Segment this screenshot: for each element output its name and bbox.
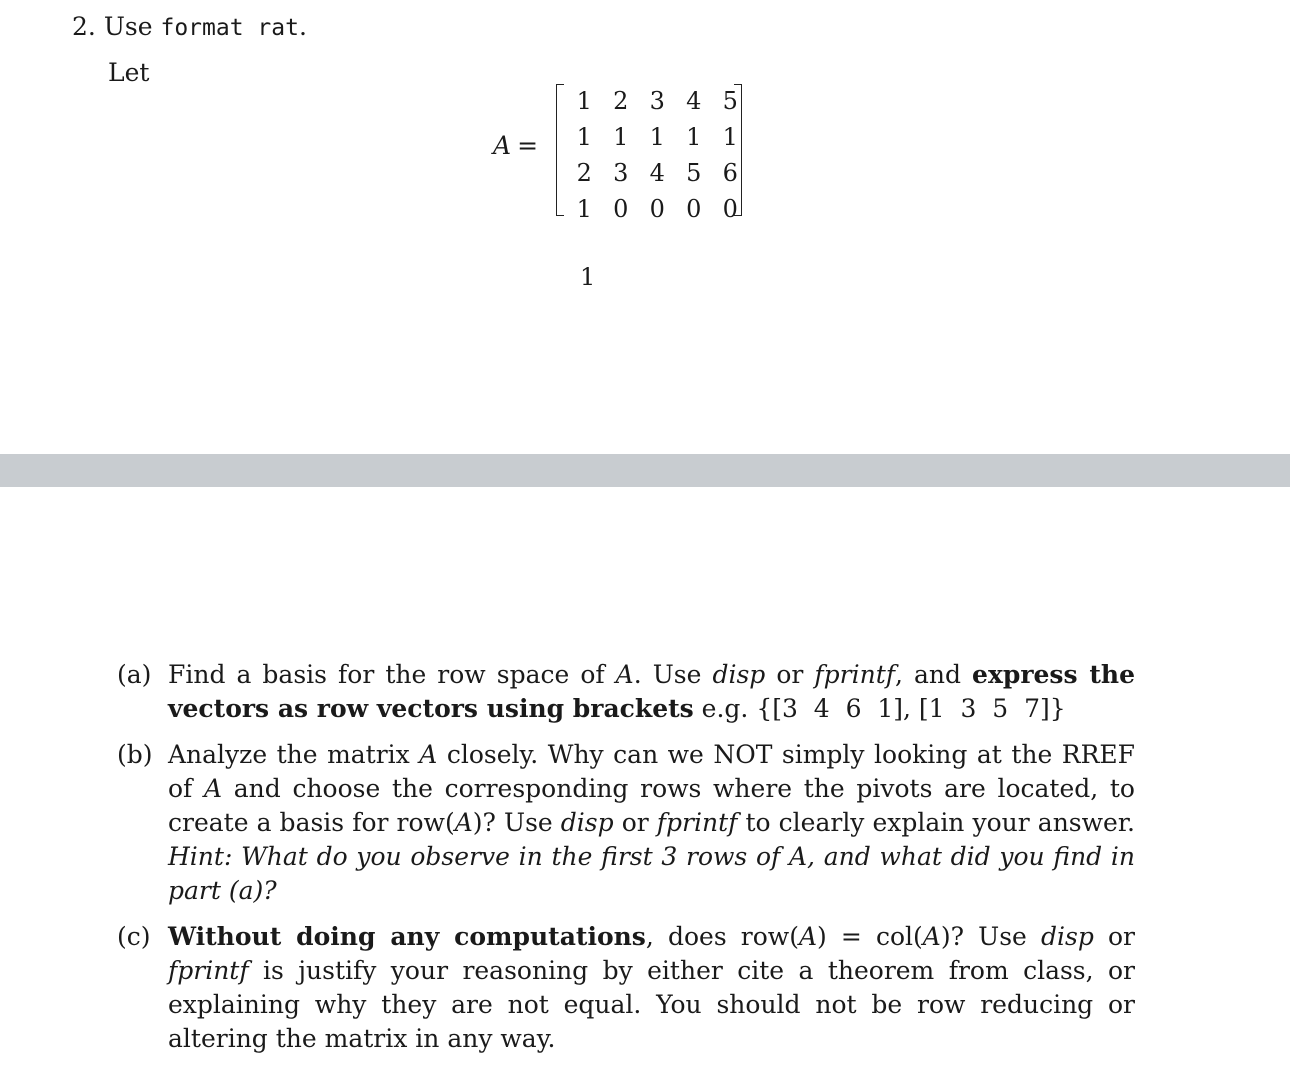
part-c-text: Without doing any computations, does row(A) = col(A)? Use disp or fprintf is justify your reasoning by either cite a theorem from class, or explaining why they are not equal. You should not be row reducing or altering the matrix in any way. <box>168 922 1135 1053</box>
matrix-cell: 2 <box>576 159 592 187</box>
matrix-cell: 1 <box>686 123 702 151</box>
question-parts <box>117 658 1135 1068</box>
matrix-cell: 0 <box>613 195 629 223</box>
matrix-cell: 5 <box>686 159 702 187</box>
page-separator <box>0 454 1290 487</box>
matrix-cell: 1 <box>576 195 592 223</box>
page-number: 1 <box>580 263 596 291</box>
matrix-right-bracket <box>734 84 742 216</box>
matrix-grid <box>566 84 749 228</box>
matrix-cell: 4 <box>686 87 702 115</box>
matrix-cell: 1 <box>722 123 738 151</box>
part-b <box>117 738 1135 908</box>
matrix-cell: 5 <box>722 87 738 115</box>
part-c-label: (c) <box>117 922 151 951</box>
part-b-text: Analyze the matrix A closely. Why can we NOT simply looking at the RREF of A and choose the corresponding rows where the pivots are located, to create a basis for row(A)? Use disp or fprintf to clearly explain your answer. Hint: What do you observe in the first 3 rows of A, and what did you find in part (a)? <box>168 740 1135 905</box>
matrix-cell: 0 <box>686 195 702 223</box>
part-a-text: Find a basis for the row space of A. Use disp or fprintf, and express the vectors as row vectors using brackets e.g. {[3 4 6 1], [1 3 5 7]} <box>168 660 1135 723</box>
matrix-cell: 6 <box>722 159 738 187</box>
problem-intro-period: . <box>298 12 307 41</box>
matrix-left-bracket <box>556 84 564 216</box>
matrix-cell: 1 <box>576 87 592 115</box>
problem-number: 2. <box>72 12 96 41</box>
matrix-cell: 2 <box>613 87 629 115</box>
matrix-cell: 1 <box>576 123 592 151</box>
matrix-cell: 3 <box>649 87 665 115</box>
problem-intro: Use <box>103 12 153 41</box>
part-b-label: (b) <box>117 740 153 769</box>
part-c <box>117 920 1135 1056</box>
matrix-cell: 1 <box>613 123 629 151</box>
matrix-a <box>556 84 742 223</box>
matrix-equation-label <box>493 131 538 160</box>
matrix-cell: 0 <box>722 195 738 223</box>
let-text: Let <box>108 58 150 87</box>
matrix-cell: 1 <box>649 123 665 151</box>
format-command: format rat <box>160 15 299 41</box>
part-a <box>117 658 1135 726</box>
matrix-label: A <box>493 131 512 160</box>
problem-heading <box>72 10 307 45</box>
matrix-cell: 3 <box>613 159 629 187</box>
part-a-label: (a) <box>117 660 152 689</box>
equals-sign: = <box>517 131 539 160</box>
matrix-cell: 0 <box>649 195 665 223</box>
matrix-cell: 4 <box>649 159 665 187</box>
